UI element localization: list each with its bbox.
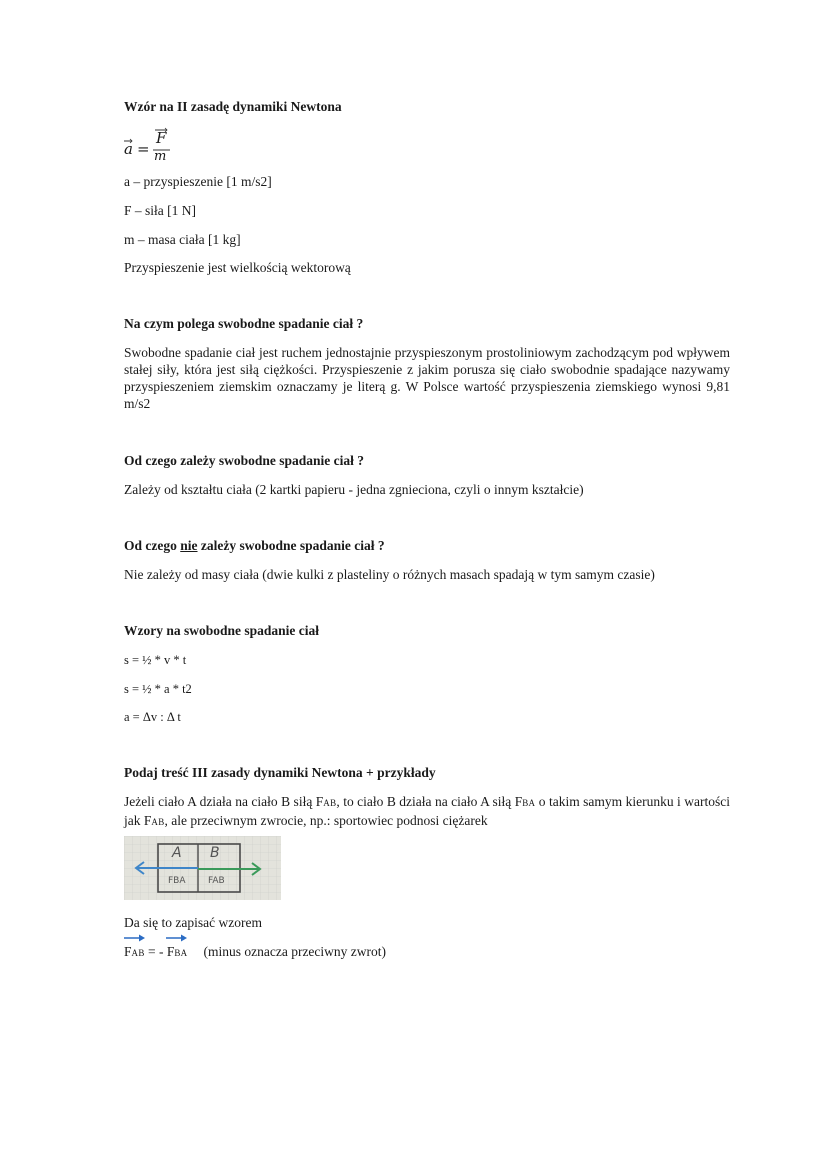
- formula-equals: =: [137, 140, 150, 158]
- formula-lhs: a: [124, 140, 133, 158]
- vector-arrows: [122, 933, 192, 943]
- def-acceleration: a – przyspieszenie [1 m/s2]: [124, 174, 272, 189]
- formula-a-dv: a = Δv : Δ t: [124, 710, 181, 724]
- heading-free-fall: Na czym polega swobodne spadanie ciał ?: [124, 316, 364, 331]
- para6-part1: Jeżeli ciało A działa na ciało B siłą F: [124, 794, 324, 809]
- formula-s-a: s = ½ * a * t2: [124, 682, 192, 696]
- heading-formulas: Wzory na swobodne spadanie ciał: [124, 623, 320, 638]
- def-vector: Przyspieszenie jest wielkością wektorową: [124, 260, 351, 275]
- sketch-label-fba: FBA: [168, 876, 186, 886]
- heading-not-depends-nie: nie: [180, 538, 198, 553]
- def-force: F – siła [1 N]: [124, 203, 196, 218]
- final-f1: F: [124, 944, 132, 959]
- heading-not-depends-pre: Od czego: [124, 538, 181, 553]
- final-note: (minus oznacza przeciwny zwrot): [203, 944, 387, 959]
- final-formula: [124, 943, 386, 962]
- para-free-fall: Swobodne spadanie ciał jest ruchem jednostajnie przyspieszonym prostoliniowym zachodzącym pod wpływem stałej siły, która jest siłą ciężkości. Przyspieszenie z jakim porusza się ciało swobodnie spadające nazywamy przyspieszeniem ziemskim oznaczamy je literą g. W Polsce wartość przyspieszenia ziemskiego wynosi 9,81 m/s2: [124, 345, 730, 411]
- sketch-label-a: A: [172, 845, 182, 861]
- para-newton-3: [124, 793, 730, 831]
- para6-part3: o takim samym kierunku i wartości jak F: [124, 794, 730, 828]
- sketch-label-fab: FAB: [208, 876, 225, 886]
- heading-depends: Od czego zależy swobodne spadanie ciał ?: [124, 453, 364, 468]
- heading-newton-2: Wzór na II zasadę dynamiki Newtona: [124, 99, 342, 114]
- sketch-drawing: [124, 836, 281, 900]
- formula-s-v: s = ½ * v * t: [124, 653, 187, 667]
- sketch-image: [124, 836, 281, 900]
- final-sub1: AB: [131, 948, 145, 958]
- formula-denominator: m: [154, 149, 167, 164]
- def-mass: m – masa ciała [1 kg]: [124, 232, 241, 247]
- formula-numerator: F: [156, 129, 167, 147]
- heading-not-depends-post: zależy swobodne spadanie ciał ?: [197, 538, 385, 553]
- para-depends: Zależy od kształtu ciała (2 kartki papieru - jedna zgnieciona, czyli o innym kształcie): [124, 482, 584, 497]
- para6-sub3: AB: [151, 817, 165, 827]
- para6-sub1: AB: [323, 798, 337, 808]
- heading-newton-3: Podaj treść III zasady dynamiki Newtona + przykłady: [124, 765, 436, 780]
- para6-sub2: BA: [522, 798, 536, 808]
- para6-part4: , ale przeciwnym zwrocie, np.: sportowiec podnosi ciężarek: [164, 813, 488, 828]
- para6-part2: , to ciało B działa na ciało A siłą F: [336, 794, 523, 809]
- heading-not-depends: [124, 538, 385, 554]
- write-line: Da się to zapisać wzorem: [124, 915, 262, 930]
- sketch-label-b: B: [210, 845, 220, 861]
- formula-newton-2: [124, 126, 184, 164]
- final-sub2: BA: [174, 948, 188, 958]
- final-mid: = - F: [144, 944, 175, 959]
- para-not-depends: Nie zależy od masy ciała (dwie kulki z plasteliny o różnych masach spadają w tym samym czasie): [124, 567, 655, 582]
